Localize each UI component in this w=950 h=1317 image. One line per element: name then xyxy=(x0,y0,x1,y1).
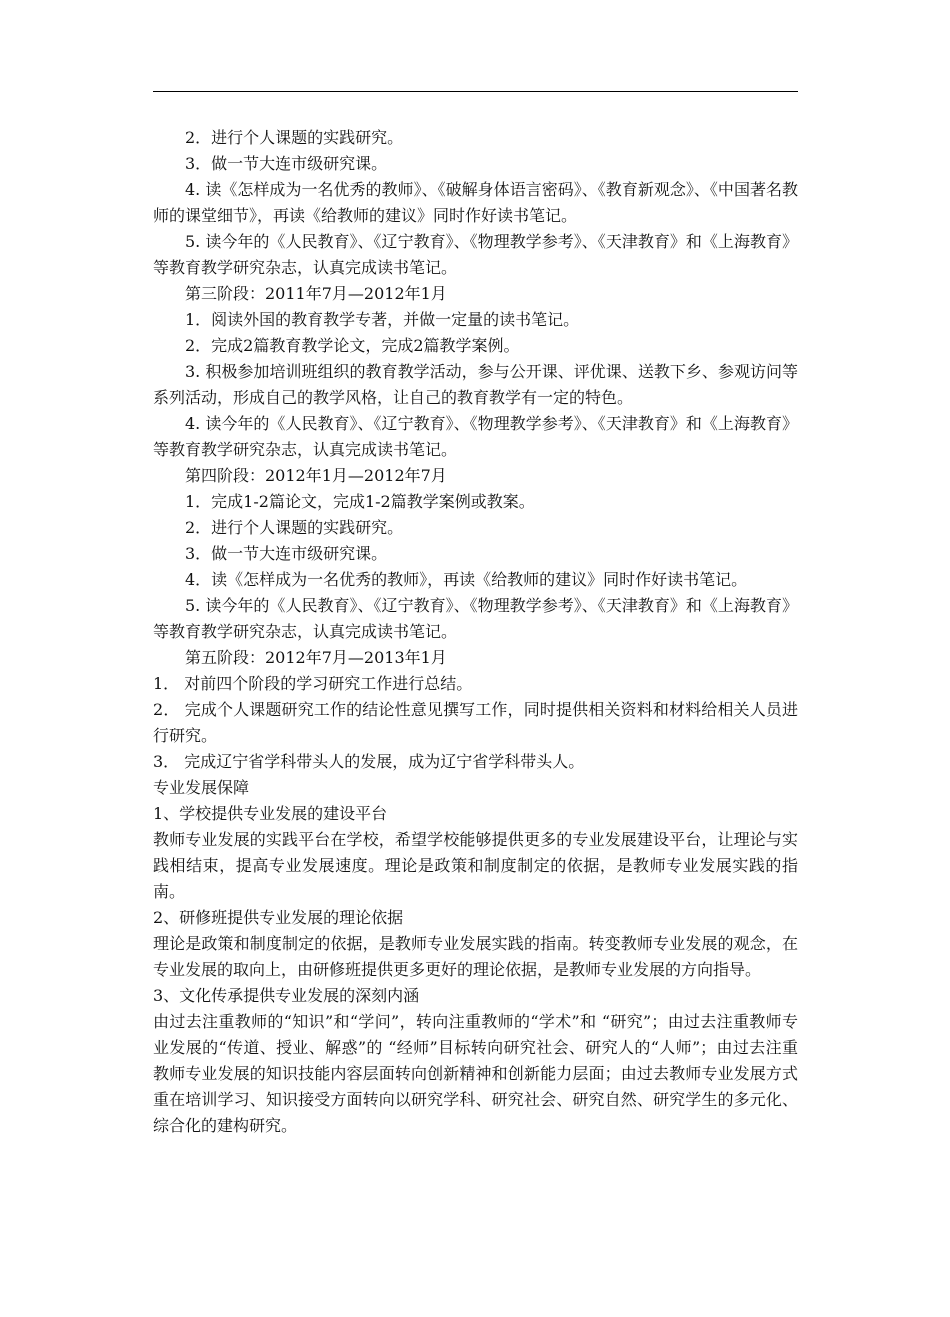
document-body xyxy=(153,125,798,1139)
paragraph: 5. 读今年的《人民教育》、《辽宁教育》、《物理教学参考》、《天津教育》和《上海教育》等教育教学研究杂志，认真完成读书笔记。 xyxy=(153,596,798,641)
stage-heading: 第四阶段：2012年1月—2012年7月 xyxy=(185,466,447,485)
paragraph: 3． 完成辽宁省学科带头人的发展，成为辽宁省学科带头人。 xyxy=(153,752,585,771)
paragraph: 1． 对前四个阶段的学习研究工作进行总结。 xyxy=(153,674,473,693)
paragraph: 2．进行个人课题的实践研究。 xyxy=(185,518,404,537)
stage-heading: 第五阶段：2012年7月—2013年1月 xyxy=(185,648,447,667)
paragraph: 1．完成1-2篇论文，完成1-2篇教学案例或教案。 xyxy=(185,492,535,511)
paragraph: 2． 完成个人课题研究工作的结论性意见撰写工作，同时提供相关资料和材料给相关人员进行研究。 xyxy=(153,700,798,745)
subsection-heading: 3、文化传承提供专业发展的深刻内涵 xyxy=(153,986,420,1005)
paragraph: 由过去注重教师的“知识”和“学问”，转向注重教师的“学术”和 “研究”；由过去注重教师专业发展的“传道、授业、解惑”的 “经师”目标转向研究社会、研究人的“人师”；由过去注重教师专业发展的知识技能内容层面转向创新精神和创新能力层面；由过去教师专业发展方式重在培训学习、知识接受方面转向以研究学科、研究社会、研究自然、研究学生的多元化、综合化的建构研究。 xyxy=(153,1012,798,1135)
subsection-heading: 1、学校提供专业发展的建设平台 xyxy=(153,804,388,823)
paragraph: 5. 读今年的《人民教育》、《辽宁教育》、《物理教学参考》、《天津教育》和《上海教育》等教育教学研究杂志，认真完成读书笔记。 xyxy=(153,232,798,277)
paragraph: 教师专业发展的实践平台在学校，希望学校能够提供更多的专业发展建设平台，让理论与实践相结束，提高专业发展速度。理论是政策和制度制定的依据，是教师专业发展实践的指南。 xyxy=(153,830,798,901)
subsection-heading: 2、研修班提供专业发展的理论依据 xyxy=(153,908,404,927)
section-heading: 专业发展保障 xyxy=(153,778,250,797)
paragraph: 1．阅读外国的教育教学专著，并做一定量的读书笔记。 xyxy=(185,310,580,329)
paragraph: 4．读《怎样成为一名优秀的教师》，再读《给教师的建议》同时作好读书笔记。 xyxy=(185,570,748,589)
paragraph: 4. 读今年的《人民教育》、《辽宁教育》、《物理教学参考》、《天津教育》和《上海教育》等教育教学研究杂志，认真完成读书笔记。 xyxy=(153,414,798,459)
paragraph: 2．进行个人课题的实践研究。 xyxy=(185,128,404,147)
paragraph: 3．做一节大连市级研究课。 xyxy=(185,154,388,173)
paragraph: 4. 读《怎样成为一名优秀的教师》、《破解身体语言密码》、《教育新观念》、《中国著名教师的课堂细节》，再读《给教师的建议》同时作好读书笔记。 xyxy=(153,180,798,225)
paragraph: 3．做一节大连市级研究课。 xyxy=(185,544,388,563)
paragraph: 3. 积极参加培训班组织的教育教学活动，参与公开课、评优课、送教下乡、参观访问等系列活动，形成自己的教学风格，让自己的教育教学有一定的特色。 xyxy=(153,362,798,407)
header-rule xyxy=(153,91,798,92)
stage-heading: 第三阶段：2011年7月—2012年1月 xyxy=(185,284,447,303)
paragraph: 理论是政策和制度制定的依据，是教师专业发展实践的指南。转变教师专业发展的观念，在专业发展的取向上，由研修班提供更多更好的理论依据，是教师专业发展的方向指导。 xyxy=(153,934,798,979)
paragraph: 2．完成2篇教育教学论文，完成2篇教学案例。 xyxy=(185,336,520,355)
